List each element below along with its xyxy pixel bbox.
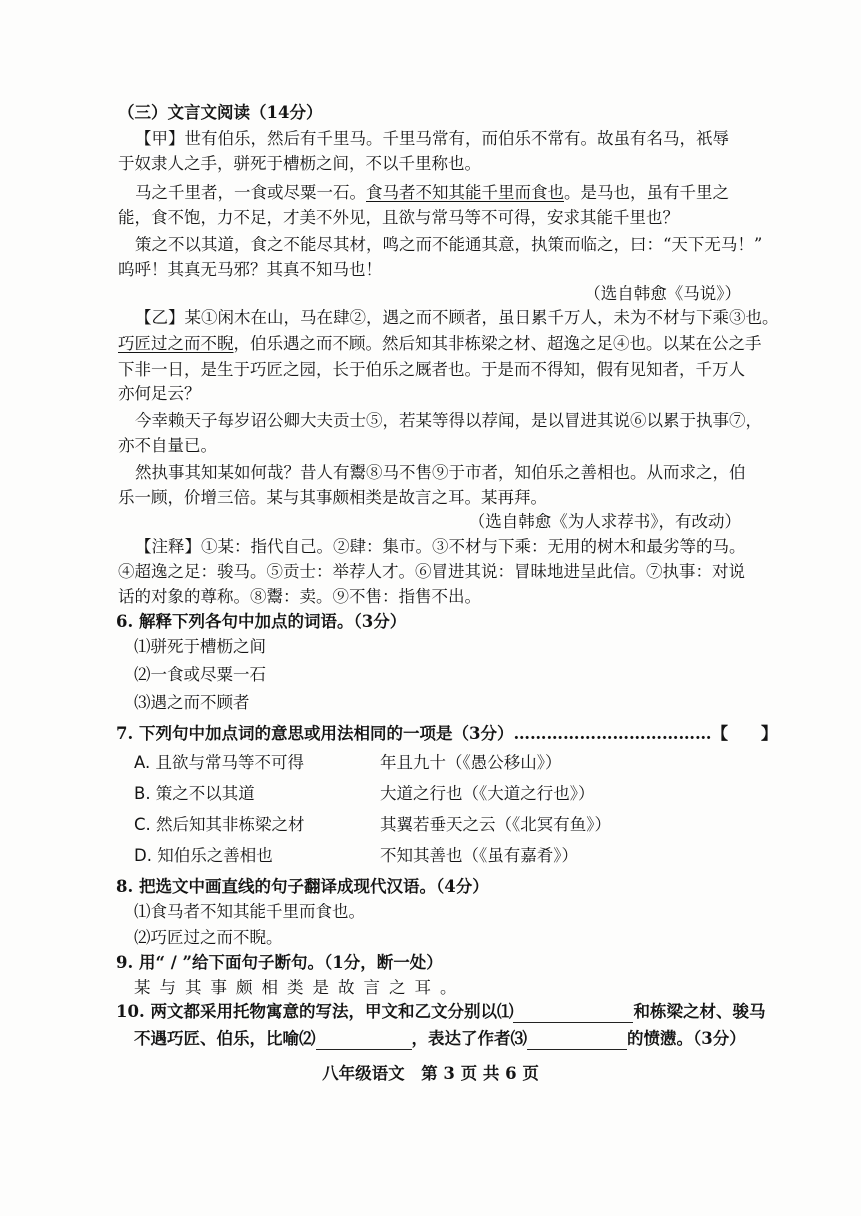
passage-yi-line: 【乙】某①闲木在山，马在肆②，遇之而不顾者，虽日累千万人，未为不材与下乘③也。 [135,308,779,327]
text-span: ，伯乐遇之而不顾。然后知其非栋梁之材、超逸之足④也。以某在公之手 [233,334,762,353]
question-8-item: ⑵巧匠过之而不睨。 [134,928,283,947]
question-8-stem: 8. 把选文中画直线的句子翻译成现代汉语。（4分） [116,877,489,896]
question-7-option: C. 然后知其非栋梁之材 [134,815,305,834]
question-6-item: ⑴骈死于槽枥之间 [134,637,266,656]
text-span: ，表达了作者⑶ [411,1029,527,1048]
question-7-option: A. 且欲与常马等不可得 [134,753,304,772]
underlined-sentence: 巧匠过之而不睨 [118,334,234,353]
passage-yi-line: 亦何足云？ [118,384,201,403]
passage-yi-line: 乐一顾，价增三倍。某与其事颇相类是故言之耳。某再拜。 [118,488,547,507]
passage-jia-line [135,182,729,204]
passage-jia-line: 【甲】世有伯乐，然后有千里马。千里马常有，而伯乐不常有。故虽有名马，祇辱 [135,129,729,148]
text-span: 和栋梁之材、骏马 [633,1002,766,1021]
passage-yi-line: 亦不自量已。 [118,436,217,455]
question-7-option-compare: 年且九十（《愚公移山》） [380,753,562,772]
notes-line: 【注释】①某：指代自己。②肆：集市。③不材与下乘：无用的树木和最劣等的马。 [135,537,746,556]
passage-jia-line: 策之不以其道，食之不能尽其材，鸣之而不能通其意，执策而临之，曰：“天下无马！” [135,235,763,254]
answer-blank-2[interactable] [316,1031,412,1050]
text-span: 。是马也，虽有千里之 [564,183,729,202]
question-10-line-2 [134,1028,746,1050]
page-footer: 八年级语文 第 3 页 共 6 页 [322,1064,539,1083]
question-7-option-compare: 其翼若垂天之云（《北冥有鱼》） [380,815,611,834]
question-7-option: D. 知伯乐之善相也 [134,846,273,865]
question-7-option-compare: 大道之行也（《大道之行也》） [380,784,595,803]
notes-line: ④超逸之足：骏马。⑤贡士：举荐人才。⑥冒进其说：冒昧地进呈此信。⑦执事：对说 [118,562,745,581]
text-span: 10. 两文都采用托物寓意的写法，甲文和乙文分别以⑴ [116,1002,514,1021]
question-7-option: B. 策之不以其道 [134,784,255,803]
passage-yi-source: （选自韩愈《为人求荐书》，有改动） [468,512,741,531]
question-8-item: ⑴食马者不知其能千里而食也。 [134,902,365,921]
passage-yi-line: 下非一日，是生于巧匠之园，长于伯乐之厩者也。于是而不得知，假有见知者，千万人 [118,360,745,379]
passage-yi-line: 今幸赖天子每岁诏公卿大夫贡士⑤，若某等得以荐闻，是以冒进其说⑥以累于执事⑦， [135,411,762,430]
answer-blank-3[interactable] [527,1031,627,1050]
passage-jia-line: 能，食不饱，力不足，才美不外见，且欲与常马等不可得，安求其能千里也？ [118,208,679,227]
question-7-option-compare: 不知其善也（《虽有嘉肴》） [380,846,578,865]
text-span: 的愤懑。（3分） [627,1029,746,1048]
passage-yi-line [118,333,762,355]
question-6-stem: 6. 解释下列各句中加点的词语。（3分） [116,612,407,631]
question-10-line-1 [116,1001,765,1023]
underlined-sentence: 食马者不知其能千里而食也 [366,183,564,202]
passage-yi-line: 然执事其知某如何哉？昔人有鬻⑧马不售⑨于市者，知伯乐之善相也。从而求之，伯 [135,463,746,482]
passage-jia-source: （选自韩愈《马说》） [584,284,741,303]
answer-blank-1[interactable] [513,1004,633,1023]
question-6-item: ⑶遇之而不顾者 [134,693,250,712]
question-6-item: ⑵一食或尽粟一石 [134,665,266,684]
passage-jia-line: 于奴隶人之手，骈死于槽枥之间，不以千里称也。 [118,154,481,173]
question-7-stem: 7. 下列句中加点词的意思或用法相同的一项是（3分）………………………………【 】 [116,724,778,743]
question-9-stem: 9. 用“ / ”给下面句子断句。（1分，断一处） [116,953,443,972]
section-title: （三）文言文阅读（14分） [118,103,323,122]
text-span: 不遇巧匠、伯乐，比喻⑵ [134,1029,316,1048]
notes-line: 话的对象的尊称。⑧鬻：卖。⑨不售：指售不出。 [118,587,481,606]
question-9-sentence: 某与其事颇相类是故言之耳。 [134,978,466,997]
passage-jia-line: 呜呼！其真无马邪？其真不知马也！ [118,260,382,279]
text-span: 马之千里者，一食或尽粟一石。 [135,183,366,202]
